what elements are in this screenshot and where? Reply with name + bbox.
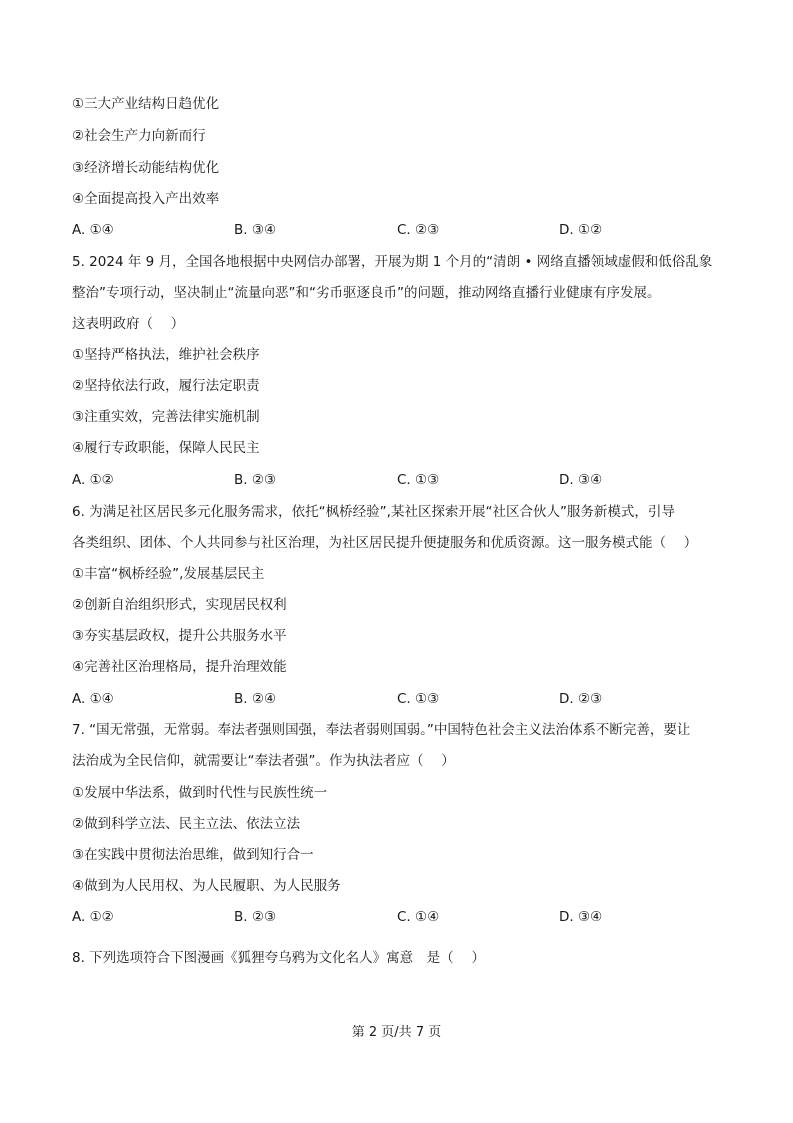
q4-option-d: D. ①② [559,222,603,238]
q7-stem-line-1: 7. “国无常强，无常弱。奉法者强则国强，奉法者弱则国弱。”中国特色社会主义法治体系不断完善，要让 [72,722,691,738]
q6-stem-line-2: 各类组织、团体、个人共同参与社区治理，为社区居民提升便捷服务和优质资源。这一服务模式能（ ） [72,535,698,551]
q6-item-4: ④完善社区治理格局，提升治理效能 [72,659,287,675]
q7-option-c: C. ①④ [397,909,440,925]
q7-option-b: B. ②③ [234,909,277,925]
q5-item-2: ②坚持依法行政，履行法定职责 [72,378,260,394]
q8-stem-line-1: 8. 下列选项符合下图漫画《狐狸夸乌鸦为文化名人》寓意 是（ ） [72,950,485,966]
q4-item-2: ②社会生产力向新而行 [72,128,206,144]
q4-item-3: ③经济增长动能结构优化 [72,160,220,176]
q5-item-1: ①坚持严格执法，维护社会秩序 [72,347,260,363]
q7-option-a: A. ①② [72,909,114,925]
q5-stem-line-3: 这表明政府（ ） [72,316,185,332]
page-footer: 第 2 页/共 7 页 [351,1025,442,1040]
q5-stem-line-1: 5. 2024 年 9 月，全国各地根据中央网信办部署，开展为期 1 个月的“清朗 • 网络直播领域虚假和低俗乱象 [72,254,713,270]
q5-item-3: ③注重实效，完善法律实施机制 [72,409,260,425]
q5-stem-line-2: 整治”专项行动，坚决制止“流量向恶”和“劣币驱逐良币”的问题，推动网络直播行业健康有序发展。 [72,285,661,301]
q6-item-3: ③夯实基层政权，提升公共服务水平 [72,628,287,644]
q4-option-c: C. ②③ [397,222,440,238]
q6-option-b: B. ②④ [234,691,277,707]
q7-option-d: D. ③④ [559,909,603,925]
q6-option-c: C. ①③ [397,691,440,707]
q4-option-b: B. ③④ [234,222,277,238]
q5-option-d: D. ③④ [559,472,603,488]
q6-item-2: ②创新自治组织形式，实现居民权利 [72,597,287,613]
q7-item-1: ①发展中华法系，做到时代性与民族性统一 [72,785,328,801]
q7-item-4: ④做到为人民用权、为人民履职、为人民服务 [72,878,341,894]
q6-item-1: ①丰富“枫桥经验”,发展基层民主 [72,566,265,582]
q4-option-a: A. ①④ [72,222,114,238]
q6-option-d: D. ②③ [559,691,603,707]
q6-option-a: A. ①④ [72,691,114,707]
q7-item-3: ③在实践中贯彻法治思维，做到知行合一 [72,847,314,863]
q5-option-c: C. ①③ [397,472,440,488]
q4-item-4: ④全面提高投入产出效率 [72,191,220,207]
q5-option-a: A. ①② [72,472,114,488]
q5-option-b: B. ②③ [234,472,277,488]
q7-item-2: ②做到科学立法、民主立法、依法立法 [72,816,301,832]
q6-stem-line-1: 6. 为满足社区居民多元化服务需求，依托“枫桥经验”,某社区探索开展“社区合伙人”服务新模式，引导 [72,504,675,520]
q5-item-4: ④履行专政职能，保障人民民主 [72,440,260,456]
q4-item-1: ①三大产业结构日趋优化 [72,96,220,112]
q7-stem-line-2: 法治成为全民信仰，就需要让“奉法者强”。作为执法者应（ ） [72,753,455,769]
